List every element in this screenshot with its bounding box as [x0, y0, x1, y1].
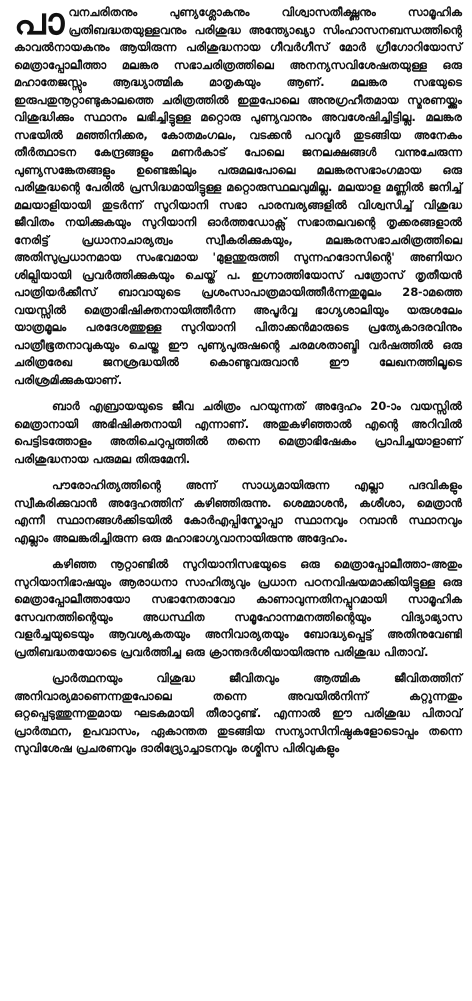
- paragraph-3: പൗരോഹിത്യത്തിന്റെ അന്ന് സാധ്യമായിരുന്ന എല്ലാ പദവികളും സ്വീകരിക്കുവാൻ അദ്ദേഹത്തിന് കഴിഞ്ഞിരുന്നു. ശെമ്മാശൻ, കശീശാ, മെത്രാൻ എന്നീ സ്ഥാനങ്ങൾക്കിടയിൽ കോർഎപ്പിസ്കോപ്പാ സ്ഥാനവും റമ്പാൻ സ്ഥാനവും എല്ലാം അലങ്കരിച്ചിരുന്ന ഒരു മഹാഭാഗ്യവാനായിരുന്നു അദ്ദേഹം.: [14, 478, 462, 545]
- paragraph-1-text: വനചരിതനും പുണ്യശ്ലോകനും വിശ്വാസതീക്ഷ്ണനും സാമൂഹിക പ്രതിബദ്ധതയുള്ളവനും പരിശുദ്ധ അന്ത്യോഖ്യാ സിംഹാസനബന്ധത്തിന്റെ കാവൽനായകനും ആയിരുന്ന പരിശുദ്ധനായ ഗീവർഗീസ് മോർ ഗ്രീഗോറിയോസ് മെത്രാപ്പോലീത്താ മലങ്കര സഭാചരിത്രത്തിലെ അനന്യസവിശേഷതയുള്ള ഒരു മഹാതേജസ്സും ആദ്ധ്യാത്മിക മാതൃകയും ആണ്. മലങ്കര സഭയുടെ ഇരുപതുനൂറ്റാണ്ടുകാലത്തെ ചരിത്രത്തിൽ ഇതുപോലെ അനുഗ്രഹീതമായ സ്മരണയ്ക്കും വിശുദ്ധിക്കും സ്ഥാനം ലഭിച്ചിട്ടുള്ള മറ്റൊരു പുണ്യവാനും അവശേഷിച്ചിട്ടില്ല. മലങ്കര സഭയിൽ മഞ്ഞിനിക്കര, കോതമംഗലം, വടക്കൻ പറവൂർ തുടങ്ങിയ അനേകം തീർത്ഥാടന കേന്ദ്രങ്ങളും മണർകാട് പോലെ ജനലക്ഷങ്ങൾ വന്നുചേരുന്ന പുണ്യസങ്കേതങ്ങളും ഉണ്ടെങ്കിലും പരുമലപോലെ മലങ്കരസഭാംഗമായ ഒരു പരിശുദ്ധന്റെ പേരിൽ പ്രസിദ്ധമായിട്ടുള്ള മറ്റൊരുസ്ഥലവുമില്ല. മലയാള മണ്ണിൽ ജനിച്ച് മലയാളിയായി തുടർന്ന് സുറിയാനി സഭാ പാരമ്പര്യങ്ങളിൽ വിശ്വസിച്ച് വിശുദ്ധ ജീവിതം നയിക്കുകയും സുറിയാനി ഓർത്തഡോക്സ് സഭാതലവന്റെ തൃക്കരങ്ങളാൽ നേരിട്ട് പ്രധാനാചാര്യത്വം സ്വീകരിക്കുകയും, മലങ്കരസഭാചരിത്രത്തിലെ അതിസുപ്രധാനമായ സംഭവമായ 'മുളന്തുരുത്തി സുന്നഹദോസിന്റെ' അണിയറ ശില്പിയായി പ്രവർത്തിക്കുകയും ചെയ്ത് പ. ഇഗ്നാത്തിയോസ് പത്രോസ് തൃതീയൻ പാത്രിയർക്കീസ് ബാവായുടെ പ്രശംസാപാത്രമായിത്തീർന്നതുമൂലം 28-ാമത്തെ വയസ്സിൽ മെത്രാഭിഷിക്തനായിത്തീർന്ന അപൂർവ്വ ഭാഗ്യശാലിയും യരുശലേം യാത്രമൂലം പരദേശത്തുള്ള സുറിയാനി പിതാക്കൻമാരുടെ പ്രത്യേകാദരവിനും പാത്രീഭൂതനാവുകയും ചെയ്ത ഈ പുണ്യപുരുഷന്റെ ചരമശതാബ്ദി വർഷത്തിൽ ഒരു ചരിത്രരേഖ ജനശ്രദ്ധയിൽ കൊണ്ടുവരുവാൻ ഈ ലേഖനത്തിലൂടെ പരിശ്രമിക്കുകയാണ്.: [14, 5, 462, 387]
- drop-cap: പാ: [14, 0, 65, 43]
- paragraph-5: പ്രാർത്ഥനയും വിശുദ്ധ ജീവിതവും ആത്മിക ജീവിതത്തിന് അനിവാര്യമാണെന്നതുപോലെ തന്നെ അവയിൽനിന്ന് കറ്റുന്നതും ഒറ്റപ്പെടുത്തുന്നതുമായ ഘടകമായി തീരാറുണ്ട്. എന്നാൽ ഈ പരിശുദ്ധ പിതാവ് പ്രാർത്ഥന, ഉപവാസം, ഏകാന്തത തുടങ്ങിയ സന്യാസിനിഷ്ഠകളോടൊപ്പം തന്നെ സുവിശേഷ പ്രചരണവും ദാരിദ്ര്യോച്ചാടനവും രശ്മിസ പിരിവുകളും: [14, 671, 462, 755]
- paragraph-1: [14, 0, 462, 389]
- paragraph-4: കഴിഞ്ഞ നൂറ്റാണ്ടിൽ സുറിയാനിസഭയുടെ ഒരു മെത്രാപ്പോലീത്താ-അതും സുറിയാനിഭാഷയും ആരാധനാ സാഹിത്യവും പ്രധാന പഠനവിഷയമാക്കിയിട്ടുള്ള ഒരു മെത്രാപ്പോലീത്തായോ സഭാനേതാവോ കാണാവുന്നതിനപ്പുറമായി സാമൂഹിക സേവനത്തിന്റെയും അധസ്ഥിത സമൂഹോന്നമനത്തിന്റെയും വിദ്യാഭ്യാസ വളർച്ചയുടെയും ആവശ്യകതയും അനിവാര്യതയും ബോദ്ധ്യപ്പെട്ട് അതിനുവേണ്ടി പ്രതിബദ്ധതയോടെ പ്രവർത്തിച്ച ഒരു ക്രാന്തദർശിയായിരുന്നു പരിശുദ്ധ പിതാവ്.: [14, 557, 462, 659]
- paragraph-2: ബാർ എബ്രായയുടെ ജീവ ചരിത്രം പറയുന്നത് അദ്ദേഹം 20-ാം വയസ്സിൽ മെത്രാനായി അഭിഷിക്തനായി എന്നാണ്. അതുകഴിഞ്ഞാൽ എന്റെ അറിവിൽ പെട്ടിടത്തോളം അതിചെറുപ്പത്തിൽ തന്നെ മെത്രാഭിഷേകം പ്രാപിച്ചയാളാണ് പരിശുദ്ധനായ പരുമല തിരുമേനി.: [14, 399, 462, 466]
